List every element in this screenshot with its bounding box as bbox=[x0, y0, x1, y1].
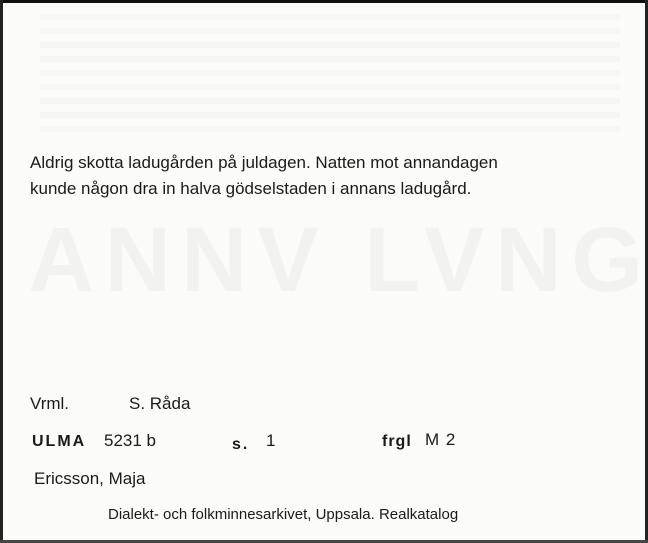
page-number: 1 bbox=[266, 431, 276, 450]
archive-number: 5231 b bbox=[104, 431, 156, 450]
bleed-through-watermark bbox=[28, 208, 648, 313]
parish: S. Råda bbox=[129, 394, 191, 413]
question-value: M 2 bbox=[425, 430, 457, 449]
question-label: frgl bbox=[382, 433, 412, 450]
card-border-top bbox=[0, 0, 648, 3]
record-text bbox=[30, 150, 498, 202]
record-text-line-1: Aldrig skotta ladugården på juldagen. Natten mot annandagen bbox=[30, 153, 498, 172]
card-border-left bbox=[0, 0, 3, 543]
page-label: s. bbox=[232, 436, 250, 453]
province: Vrml. bbox=[30, 394, 70, 413]
bleed-through-texture bbox=[40, 14, 620, 134]
informant-name: Ericsson, Maja bbox=[34, 469, 146, 488]
archive-label: ULMA bbox=[32, 433, 87, 450]
record-text-line-2: kunde någon dra in halva gödselstaden i annans ladugård. bbox=[30, 179, 472, 198]
archive-footer: Dialekt- och folkminnesarkivet, Uppsala. Realkatalog bbox=[108, 506, 459, 523]
